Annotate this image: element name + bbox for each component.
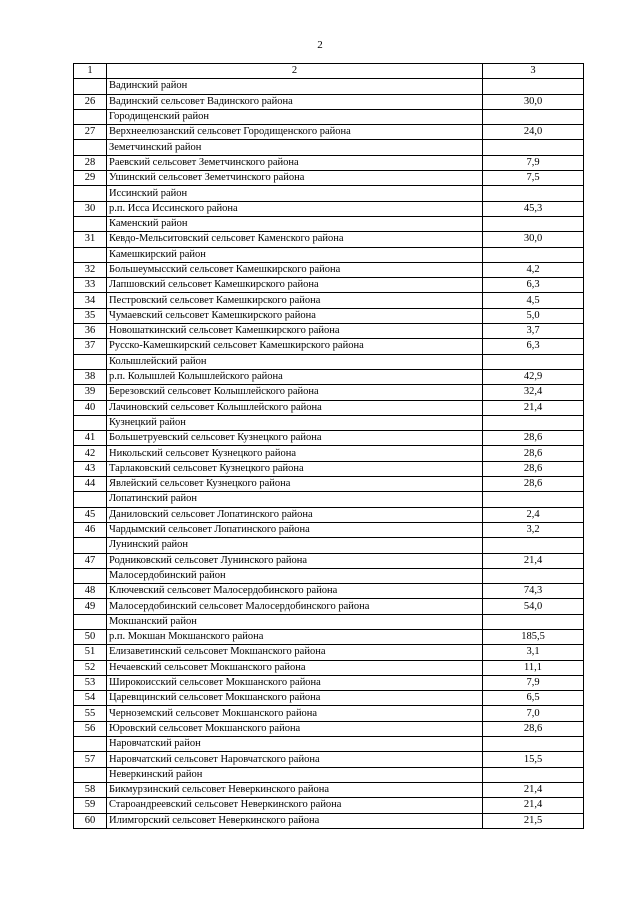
- cell-num: 41: [74, 431, 107, 446]
- cell-name: Большеумысский сельсовет Камешкирского района: [107, 262, 483, 277]
- cell-value: 7,0: [483, 706, 584, 721]
- table-row: [74, 599, 584, 614]
- table-row: [74, 629, 584, 644]
- cell-num: 32: [74, 262, 107, 277]
- header-col-3: 3: [483, 64, 584, 79]
- cell-name: Наровчатский район: [107, 737, 483, 752]
- cell-name: Раевский сельсовет Земетчинского района: [107, 155, 483, 170]
- table-row: [74, 278, 584, 293]
- table-row: [74, 201, 584, 216]
- cell-num: [74, 538, 107, 553]
- cell-value: 15,5: [483, 752, 584, 767]
- cell-name: Бикмурзинский сельсовет Неверкинского района: [107, 782, 483, 797]
- cell-value: [483, 614, 584, 629]
- cell-num: [74, 186, 107, 201]
- cell-name: Кузнецкий район: [107, 415, 483, 430]
- cell-name: Земетчинский район: [107, 140, 483, 155]
- table-row: [74, 798, 584, 813]
- cell-value: 28,6: [483, 721, 584, 736]
- cell-name: Илимгорский сельсовет Неверкинского района: [107, 813, 483, 828]
- cell-num: [74, 767, 107, 782]
- cell-num: 60: [74, 813, 107, 828]
- header-col-1: 1: [74, 64, 107, 79]
- cell-name: Пестровский сельсовет Камешкирского района: [107, 293, 483, 308]
- cell-value: 21,4: [483, 400, 584, 415]
- table-row: [74, 140, 584, 155]
- cell-num: 43: [74, 461, 107, 476]
- cell-value: 32,4: [483, 385, 584, 400]
- cell-num: 31: [74, 232, 107, 247]
- cell-value: 6,3: [483, 278, 584, 293]
- cell-name: Ушинский сельсовет Земетчинского района: [107, 171, 483, 186]
- cell-value: [483, 140, 584, 155]
- cell-name: Черноземский сельсовет Мокшанского района: [107, 706, 483, 721]
- cell-name: Царевщинский сельсовет Мокшанского района: [107, 691, 483, 706]
- cell-value: 7,5: [483, 171, 584, 186]
- cell-value: 4,2: [483, 262, 584, 277]
- cell-value: 30,0: [483, 232, 584, 247]
- page-number: 2: [317, 39, 323, 51]
- cell-value: 28,6: [483, 477, 584, 492]
- cell-name: Камешкирский район: [107, 247, 483, 262]
- table-row: [74, 645, 584, 660]
- table-row: [74, 431, 584, 446]
- cell-name: Кевдо-Мельситовский сельсовет Каменского района: [107, 232, 483, 247]
- cell-num: 47: [74, 553, 107, 568]
- table-row: [74, 79, 584, 94]
- cell-num: [74, 354, 107, 369]
- cell-value: 45,3: [483, 201, 584, 216]
- cell-name: Малосердобинский сельсовет Малосердобинского района: [107, 599, 483, 614]
- table-header-row: [74, 64, 584, 79]
- cell-num: 57: [74, 752, 107, 767]
- cell-name: Верхнеелюзанский сельсовет Городищенского района: [107, 125, 483, 140]
- table-body: [74, 64, 584, 829]
- cell-name: Широкоисский сельсовет Мокшанского района: [107, 675, 483, 690]
- cell-num: 39: [74, 385, 107, 400]
- table-row: [74, 691, 584, 706]
- table-row: [74, 477, 584, 492]
- cell-num: 33: [74, 278, 107, 293]
- cell-value: 28,6: [483, 461, 584, 476]
- cell-num: 52: [74, 660, 107, 675]
- table-row: [74, 216, 584, 231]
- cell-value: [483, 186, 584, 201]
- cell-name: р.п. Исса Иссинского района: [107, 201, 483, 216]
- table-row: [74, 675, 584, 690]
- cell-value: 28,6: [483, 431, 584, 446]
- cell-value: 21,4: [483, 553, 584, 568]
- cell-name: Русско-Камешкирский сельсовет Камешкирского района: [107, 339, 483, 354]
- cell-num: [74, 568, 107, 583]
- cell-num: 37: [74, 339, 107, 354]
- table-row: [74, 171, 584, 186]
- cell-name: Нечаевский сельсовет Мокшанского района: [107, 660, 483, 675]
- cell-num: [74, 492, 107, 507]
- cell-name: Лачиновский сельсовет Колышлейского района: [107, 400, 483, 415]
- cell-name: Ключевский сельсовет Малосердобинского района: [107, 584, 483, 599]
- cell-name: Староандреевский сельсовет Неверкинского района: [107, 798, 483, 813]
- cell-num: 49: [74, 599, 107, 614]
- table-row: [74, 415, 584, 430]
- table-row: [74, 400, 584, 415]
- cell-num: 28: [74, 155, 107, 170]
- cell-name: Вадинский сельсовет Вадинского района: [107, 94, 483, 109]
- cell-name: Малосердобинский район: [107, 568, 483, 583]
- table-row: [74, 737, 584, 752]
- table-row: [74, 385, 584, 400]
- cell-num: 30: [74, 201, 107, 216]
- table-row: [74, 584, 584, 599]
- cell-num: 54: [74, 691, 107, 706]
- table-row: [74, 186, 584, 201]
- cell-value: 7,9: [483, 675, 584, 690]
- cell-name: Мокшанский район: [107, 614, 483, 629]
- cell-num: 58: [74, 782, 107, 797]
- cell-name: Лапшовский сельсовет Камешкирского района: [107, 278, 483, 293]
- cell-num: 42: [74, 446, 107, 461]
- cell-value: 5,0: [483, 308, 584, 323]
- data-table: [73, 63, 584, 829]
- table-row: [74, 782, 584, 797]
- cell-name: Родниковский сельсовет Лунинского района: [107, 553, 483, 568]
- cell-name: р.п. Колышлей Колышлейского района: [107, 369, 483, 384]
- cell-num: 51: [74, 645, 107, 660]
- cell-name: Лопатинский район: [107, 492, 483, 507]
- cell-value: 7,9: [483, 155, 584, 170]
- cell-value: 30,0: [483, 94, 584, 109]
- table-row: [74, 767, 584, 782]
- table-row: [74, 813, 584, 828]
- cell-num: 53: [74, 675, 107, 690]
- cell-name: Тарлаковский сельсовет Кузнецкого района: [107, 461, 483, 476]
- cell-name: Вадинский район: [107, 79, 483, 94]
- cell-value: 2,4: [483, 507, 584, 522]
- table-row: [74, 339, 584, 354]
- cell-value: [483, 538, 584, 553]
- table-row: [74, 232, 584, 247]
- table-row: [74, 308, 584, 323]
- cell-num: 36: [74, 324, 107, 339]
- cell-num: 38: [74, 369, 107, 384]
- cell-num: 59: [74, 798, 107, 813]
- table-row: [74, 155, 584, 170]
- cell-value: [483, 109, 584, 124]
- cell-name: Наровчатский сельсовет Наровчатского района: [107, 752, 483, 767]
- cell-name: Иссинский район: [107, 186, 483, 201]
- cell-num: [74, 140, 107, 155]
- cell-num: [74, 415, 107, 430]
- cell-value: [483, 216, 584, 231]
- cell-num: 44: [74, 477, 107, 492]
- table-row: [74, 354, 584, 369]
- table-row: [74, 94, 584, 109]
- cell-name: Явлейский сельсовет Кузнецкого района: [107, 477, 483, 492]
- table-row: [74, 660, 584, 675]
- cell-name: р.п. Мокшан Мокшанского района: [107, 629, 483, 644]
- cell-num: 35: [74, 308, 107, 323]
- cell-num: 48: [74, 584, 107, 599]
- cell-value: 54,0: [483, 599, 584, 614]
- cell-value: [483, 354, 584, 369]
- cell-num: [74, 79, 107, 94]
- cell-name: Неверкинский район: [107, 767, 483, 782]
- table-row: [74, 721, 584, 736]
- cell-value: 21,4: [483, 782, 584, 797]
- cell-value: 6,5: [483, 691, 584, 706]
- cell-name: Новошаткинский сельсовет Камешкирского района: [107, 324, 483, 339]
- table-row: [74, 538, 584, 553]
- cell-num: 46: [74, 522, 107, 537]
- cell-value: [483, 415, 584, 430]
- cell-name: Каменский район: [107, 216, 483, 231]
- cell-num: [74, 109, 107, 124]
- cell-value: 185,5: [483, 629, 584, 644]
- table-row: [74, 614, 584, 629]
- table-row: [74, 752, 584, 767]
- cell-name: Даниловский сельсовет Лопатинского района: [107, 507, 483, 522]
- cell-name: Березовский сельсовет Колышлейского района: [107, 385, 483, 400]
- table-row: [74, 262, 584, 277]
- cell-num: 56: [74, 721, 107, 736]
- table-row: [74, 522, 584, 537]
- cell-value: 3,1: [483, 645, 584, 660]
- cell-value: [483, 568, 584, 583]
- cell-value: 3,2: [483, 522, 584, 537]
- table-row: [74, 369, 584, 384]
- table-row: [74, 553, 584, 568]
- table-row: [74, 706, 584, 721]
- cell-value: [483, 79, 584, 94]
- cell-value: 3,7: [483, 324, 584, 339]
- cell-name: Елизаветинский сельсовет Мокшанского района: [107, 645, 483, 660]
- cell-num: 27: [74, 125, 107, 140]
- cell-num: [74, 247, 107, 262]
- cell-value: 74,3: [483, 584, 584, 599]
- cell-num: [74, 737, 107, 752]
- cell-value: [483, 247, 584, 262]
- table-row: [74, 461, 584, 476]
- cell-value: 11,1: [483, 660, 584, 675]
- cell-name: Чумаевский сельсовет Камешкирского района: [107, 308, 483, 323]
- table-row: [74, 568, 584, 583]
- table-row: [74, 109, 584, 124]
- cell-value: 24,0: [483, 125, 584, 140]
- cell-value: [483, 492, 584, 507]
- cell-value: 21,4: [483, 798, 584, 813]
- cell-name: Лунинский район: [107, 538, 483, 553]
- cell-num: 55: [74, 706, 107, 721]
- cell-name: Никольский сельсовет Кузнецкого района: [107, 446, 483, 461]
- table-row: [74, 247, 584, 262]
- cell-num: [74, 216, 107, 231]
- cell-name: Городищенский район: [107, 109, 483, 124]
- cell-num: 50: [74, 629, 107, 644]
- cell-value: 4,5: [483, 293, 584, 308]
- cell-num: 29: [74, 171, 107, 186]
- table-row: [74, 324, 584, 339]
- cell-value: 28,6: [483, 446, 584, 461]
- cell-name: Большетруевский сельсовет Кузнецкого района: [107, 431, 483, 446]
- table-row: [74, 507, 584, 522]
- cell-num: [74, 614, 107, 629]
- cell-num: 34: [74, 293, 107, 308]
- cell-num: 45: [74, 507, 107, 522]
- table-row: [74, 125, 584, 140]
- cell-name: Юровский сельсовет Мокшанского района: [107, 721, 483, 736]
- table-row: [74, 293, 584, 308]
- table-row: [74, 446, 584, 461]
- cell-value: [483, 737, 584, 752]
- cell-num: 40: [74, 400, 107, 415]
- table-row: [74, 492, 584, 507]
- cell-value: 21,5: [483, 813, 584, 828]
- cell-value: 6,3: [483, 339, 584, 354]
- cell-value: 42,9: [483, 369, 584, 384]
- cell-value: [483, 767, 584, 782]
- cell-name: Чардымский сельсовет Лопатинского района: [107, 522, 483, 537]
- cell-name: Колышлейский район: [107, 354, 483, 369]
- header-col-2: 2: [107, 64, 483, 79]
- cell-num: 26: [74, 94, 107, 109]
